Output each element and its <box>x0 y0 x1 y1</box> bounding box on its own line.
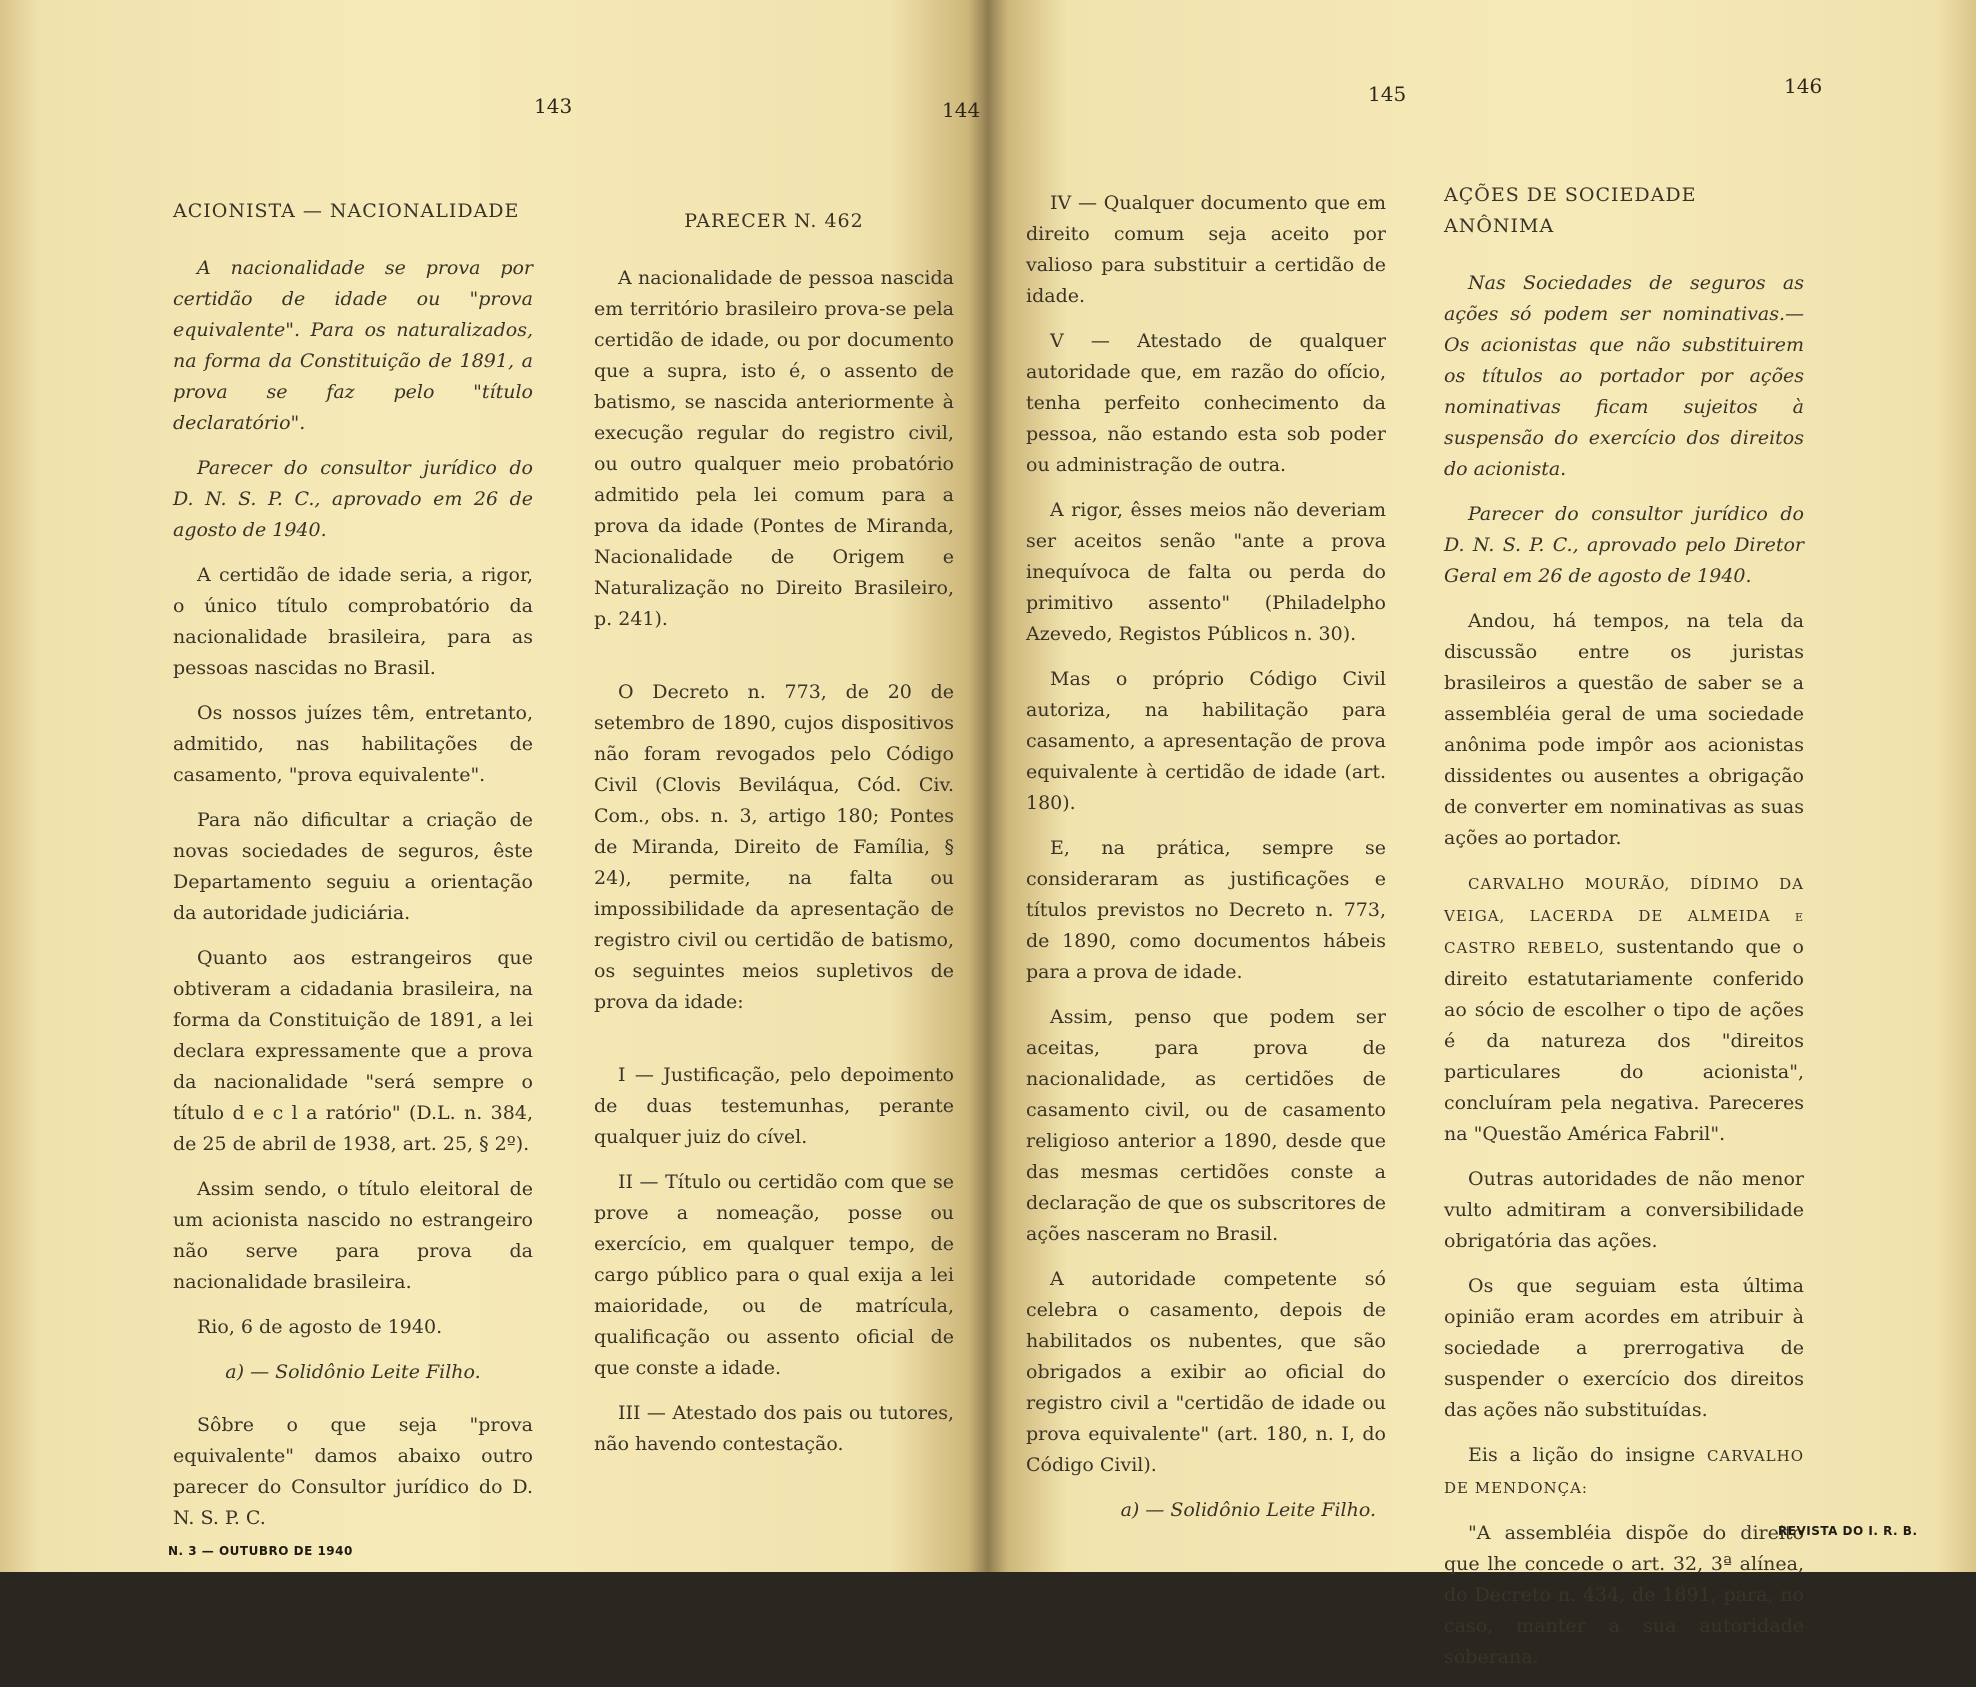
paragraph: Mas o próprio Código Civil autoriza, na habilitação para casamento, a apresentação de prova equivalente à certidão de idade (art. 180). <box>1026 668 1386 814</box>
section-heading: PARECER N. 462 <box>684 210 864 232</box>
section-heading: ACIONISTA — NACIONALIDADE <box>173 200 520 222</box>
column-page-144 <box>594 206 954 1474</box>
paragraph: Quanto aos estrangeiros que obtiveram a cidadania brasileira, na forma da Constituição de 1891, a lei declara expressamente que a prova da nacionalidade "será sempre o título d e c l a ratório" (D.L. n. 384, de 25 de abril de 1938, art. 25, § 2º). <box>173 947 533 1155</box>
spacer <box>594 649 954 677</box>
paragraph: A certidão de idade seria, a rigor, o único título comprobatório da nacionalidade brasileira, para as pessoas nascidas no Brasil. <box>173 564 533 679</box>
page-number-144: 144 <box>942 98 981 122</box>
summary: A nacionalidade se prova por certidão de idade ou "prova equivalente". Para os naturalizados, na forma da Constituição de 1891, a prova se faz pelo "título declaratório". <box>173 257 533 434</box>
column-page-143 <box>173 196 533 1548</box>
list-item: V — Atestado de qualquer autoridade que, em razão do ofício, tenha perfeito conhecimento da pessoa, não estando esta sob poder ou administração de outra. <box>1026 330 1386 476</box>
page-number-146: 146 <box>1784 74 1823 98</box>
signature: a) — Solidônio Leite Filho. <box>225 1361 481 1383</box>
list-item: IV — Qualquer documento que em direito comum seja aceito por valioso para substituir a certidão de idade. <box>1026 192 1386 307</box>
paragraph: O Decreto n. 773, de 20 de setembro de 1890, cujos dispositivos não foram revogados pelo Código Civil (Clovis Beviláqua, Cód. Civ. Com., obs. n. 3, artigo 180; Pontes de Miranda, Direito de Família, § 24), permite, na falta ou impossibilidade da apresentação de registro civil ou certidão de batismo, os seguintes meios supletivos de prova da idade: <box>594 681 954 1013</box>
paragraph-text: sustentando que o direito estatutariamente conferido ao sócio de escolher o tipo de ações é da natureza dos "direitos particulares do acionista", concluíram pela negativa. Pareceres na "Questão América Fabril". <box>1444 936 1804 1145</box>
paragraph: A nacionalidade de pessoa nascida em território brasileiro prova-se pela certidão de idade, ou por documento que a supra, isto é, o assento de batismo, se nascida anteriormente à execução regular do registro civil, ou outro qualquer meio probatório admitido pela lei comum para a prova da idade (Pontes de Miranda, Nacionalidade de Origem e Naturalização no Direito Brasileiro, p. 241). <box>594 267 954 630</box>
list-item: I — Justificação, pelo depoimento de duas testemunhas, perante qualquer juiz do cível. <box>594 1064 954 1148</box>
right-sheet <box>988 0 1976 1668</box>
signature: a) — Solidônio Leite Filho. <box>1120 1499 1376 1521</box>
list-item: III — Atestado dos pais ou tutores, não havendo contestação. <box>594 1402 954 1455</box>
author-name: CARVALHO DE MENDONÇA: <box>1444 1447 1804 1497</box>
approval-note: Parecer do consultor jurídico do D. N. S. P. C., aprovado pelo Diretor Geral em 26 de agosto de 1940. <box>1444 503 1804 587</box>
closing-paragraph: Sôbre o que seja "prova equivalente" damos abaixo outro parecer do Consultor jurídico do D. N. S. P. C. <box>173 1414 533 1529</box>
page-number-143: 143 <box>534 94 573 118</box>
paragraph <box>1444 1440 1804 1504</box>
approval-note: Parecer do consultor jurídico do D. N. S. P. C., aprovado em 26 de agosto de 1940. <box>173 457 533 541</box>
paragraph: Os nossos juízes têm, entretanto, admitido, nas habilitações de casamento, "prova equivalente". <box>173 702 533 786</box>
paragraph: A autoridade competente só celebra o casamento, depois de habilitados os nubentes, que são obrigados a exibir ao oficial do registro civil a "certidão de idade ou prova equivalente" (art. 180, n. I, do Código Civil). <box>1026 1268 1386 1476</box>
paragraph: Os que seguiam esta última opinião eram acordes em atribuir à sociedade a prerrogativa de suspender o exercício dos direitos das ações não substituídas. <box>1444 1275 1804 1421</box>
list-item: II — Título ou certidão com que se prove a nomeação, posse ou exercício, em qualquer tempo, de cargo público para o qual exija a lei maioridade, ou de matrícula, qualificação ou assento oficial de que conste a idade. <box>594 1171 954 1379</box>
spacer <box>594 1032 954 1060</box>
date-line: Rio, 6 de agosto de 1940. <box>197 1316 443 1338</box>
paragraph: Para não dificultar a criação de novas sociedades de seguros, êste Departamento seguiu a orientação da autoridade judiciária. <box>173 809 533 924</box>
paragraph: Assim, penso que podem ser aceitas, para prova de nacionalidade, as certidões de casamento civil, ou de casamento religioso anterior a 1890, desde que das mesmas certidões conste a declaração de que os subscritores de ações nasceram no Brasil. <box>1026 1006 1386 1245</box>
summary: Nas Sociedades de seguros as ações só podem ser nominativas.— Os acionistas que não substituirem os títulos ao portador por ações nominativas ficam sujeitos à suspensão do exercício dos direitos do acionista. <box>1444 272 1804 480</box>
footer-journal: REVISTA DO I. R. B. <box>1778 1524 1918 1538</box>
paragraph-text: Eis a lição do insigne <box>1468 1444 1696 1466</box>
section-heading: AÇÕES DE SOCIEDADE ANÔNIMA <box>1444 184 1697 237</box>
paragraph: Andou, há tempos, na tela da discussão entre os juristas brasileiros a questão de saber se a assembléia geral de uma sociedade anônima pode impôr aos acionistas dissidentes ou ausentes a obrigação de converter em nominativas as suas ações ao portador. <box>1444 610 1804 849</box>
page-number-145: 145 <box>1368 82 1407 106</box>
paragraph: A rigor, êsses meios não deveriam ser aceitos senão "ante a prova inequívoca de falta ou perda do primitivo assento" (Philadelpho Azevedo, Registos Públicos n. 30). <box>1026 499 1386 645</box>
column-page-146 <box>1444 180 1804 1687</box>
column-page-145 <box>1026 188 1386 1544</box>
paragraph <box>1444 868 1804 1150</box>
paragraph: E, na prática, sempre se consideraram as justificações e títulos previstos no Decreto n. 773, de 1890, como documentos hábeis para a prova de idade. <box>1026 837 1386 983</box>
footer-issue: N. 3 — OUTUBRO DE 1940 <box>168 1544 353 1558</box>
author-names: CARVALHO MOURÃO, DÍDIMO DA VEIGA, LACERDA DE ALMEIDA e CASTRO REBELO, <box>1444 875 1804 957</box>
paragraph: Assim sendo, o título eleitoral de um acionista nascido no estrangeiro não serve para prova da nacionalidade brasileira. <box>173 1178 533 1293</box>
quote-paragraph: "A assembléia dispõe do direito que lhe concede o art. 32, 3ª alínea, do Decreto n. 434, de 1891, para, no caso, manter a sua autoridade soberana. <box>1444 1522 1804 1668</box>
paragraph: Outras autoridades de não menor vulto admitiram a conversibilidade obrigatória das ações. <box>1444 1168 1804 1252</box>
left-sheet <box>0 0 988 1572</box>
